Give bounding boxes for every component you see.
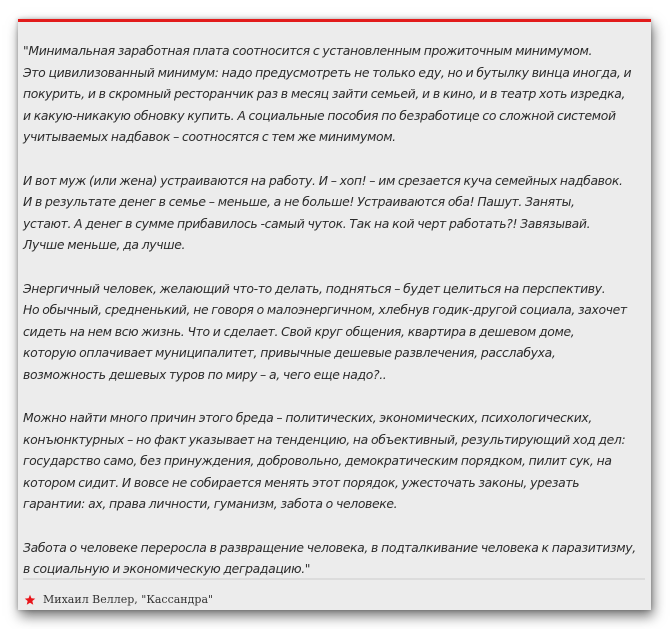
quote-body	[23, 40, 648, 601]
quote-paragraph-4: Можно найти много причин этого бреда – политических, экономических, психологических, конъюнктурных – но факт указывает на тенденцию, на объективный, результирующий ход дел: государство само, без принуждения, добровольно, демократическим порядком, пилит сук, на котором сидит. И вовсе не собирается менять этот порядок, ужесточать законы, урезать гарантии: ах, права личности, гуманизм, забота о человеке.	[23, 410, 626, 512]
attribution	[24, 593, 213, 606]
quote-paragraph-3: Энергичный человек, желающий что-то делать, подняться – будет целиться на перспективу. Но обычный, средненький, не говоря о малоэнергичном, хлебнув годик-другой социала, захочет сидеть на нем всю жизнь. Что и сделает. Свой круг общения, квартира в дешевом доме, которую оплачивает муниципалитет, привычные дешевые развлечения, расслабуха, возможность дешевых туров по миру – а, чего еще надо?..	[23, 280, 627, 382]
quote-paragraph-5: Забота о человеке переросла в разврaщение человека, в подталкивание человека к паразитизму, в социальную и экономическую деградацию."	[23, 539, 636, 577]
quote-card	[18, 19, 651, 610]
divider	[23, 578, 645, 580]
quote-paragraph-1: "Минимальная заработная плата соотносится с установленным прожиточным минимумом. Это цивилизованный минимум: надо предусмотреть не только еду, но и бутылку винца иногда, и покурить, и в скромный ресторанчик раз в месяц зайти семьей, и в кино, и в театр хоть изредка, и какую-никакую обновку купить. А социальные пособия по безработице со сложной системой учитываемых надбавок – соотносятся с тем же минимумом.	[23, 43, 632, 145]
attribution-text: Михаил Веллер, "Кассандра"	[43, 593, 214, 606]
star-icon	[24, 594, 36, 606]
quote-paragraph-2: И вот муж (или жена) устраиваются на работу. И – хоп! – им срезается куча семейных надбавок. И в результате денег в семье – меньше, а не больше! Устраиваются оба! Пашут. Заняты, устают. А денег в сумме прибавилось -самый чуток. Так на кой черт работать?! Завязывай. Лучше меньше, да лучше.	[23, 172, 623, 253]
